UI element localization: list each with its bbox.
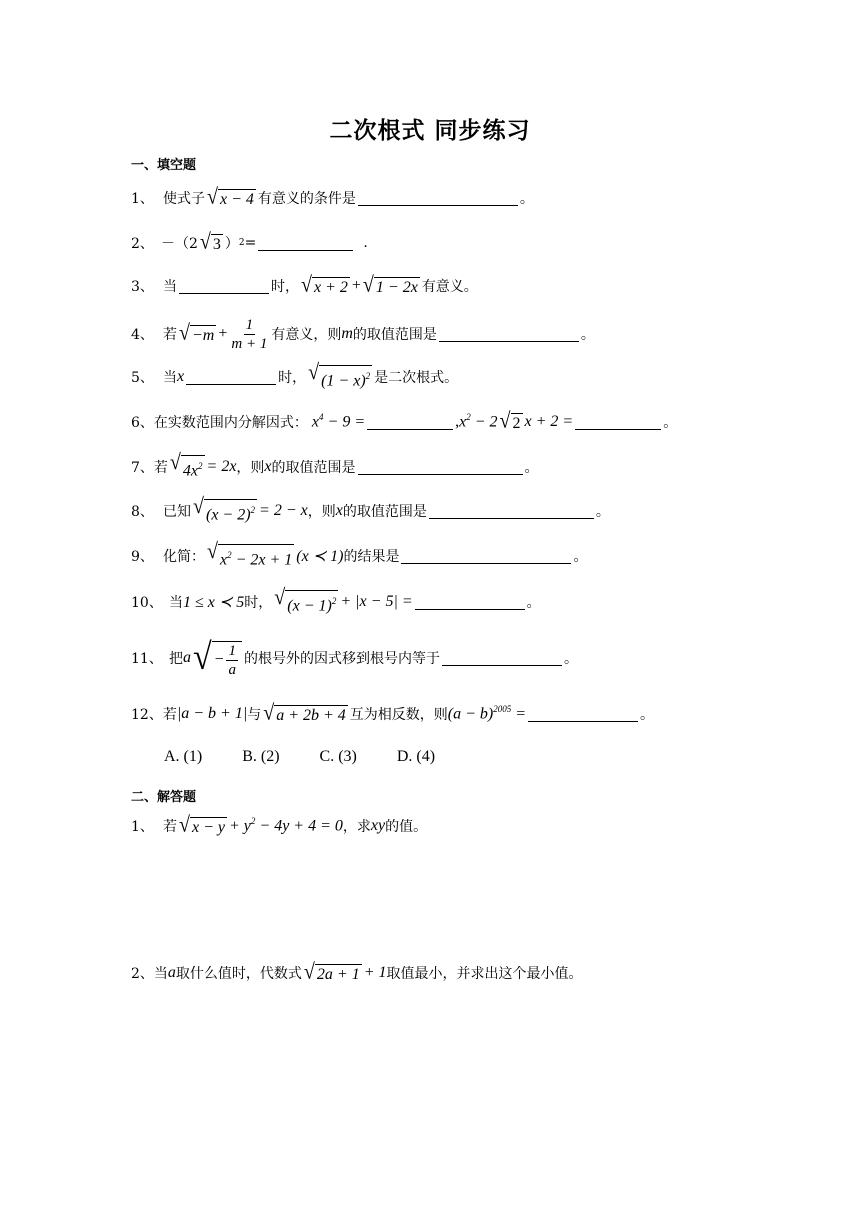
sqrt-expression: √ x + 2 xyxy=(301,272,348,297)
answer-blank[interactable] xyxy=(358,460,523,475)
question-text: 的取值范围是 xyxy=(352,327,437,343)
question-number: 9、 xyxy=(131,549,154,565)
question-text: ，求 xyxy=(342,819,371,835)
sqrt-expression: √ 1 − 2x xyxy=(362,272,418,297)
question-text: 若 xyxy=(163,327,177,343)
problem-1 xyxy=(131,811,427,841)
math-expression: |a − b + 1| xyxy=(176,705,248,722)
question-text: 当 xyxy=(163,370,177,386)
question-number: 1、 xyxy=(131,819,154,835)
question-text: ，则 xyxy=(307,504,336,520)
sqrt-expression: √ x − y xyxy=(179,812,225,837)
question-text: 的根号外的因式移到根号内等于 xyxy=(243,651,440,667)
math-expression: (x ≺ 1) xyxy=(296,548,344,565)
answer-blank[interactable] xyxy=(439,327,579,342)
page-title: 二次根式 同步练习 xyxy=(329,118,531,144)
question-number: 4、 xyxy=(131,327,154,343)
question-text: 的取值范围是 xyxy=(342,504,427,520)
answer-blank[interactable] xyxy=(358,191,518,206)
answer-blank[interactable] xyxy=(401,549,571,564)
answer-blank[interactable] xyxy=(429,504,594,519)
question-number: 7、 xyxy=(131,460,154,476)
variable: x xyxy=(335,502,343,519)
question-9 xyxy=(131,541,587,571)
question-text: 。 xyxy=(595,504,610,520)
question-text: 时， xyxy=(278,370,307,386)
question-text: 当 xyxy=(153,966,168,982)
question-number: 10、 xyxy=(131,595,163,611)
math-expression: $(a - b)^{2005}$ = xyxy=(447,704,527,723)
answer-blank[interactable] xyxy=(186,370,276,385)
question-text: 。 xyxy=(563,651,578,667)
question-text: 。 xyxy=(526,595,541,611)
question-text: 互为相反数，则 xyxy=(349,707,448,723)
sqrt-expression: √ $(1 - x)^2$ xyxy=(308,360,371,390)
question-text: 。 xyxy=(663,415,678,431)
sqrt-expression: √ 2 xyxy=(499,408,521,433)
question-text: 的取值范围是 xyxy=(271,460,356,476)
question-10 xyxy=(131,587,541,617)
math-expression: = 2x xyxy=(206,458,237,475)
math-expression: = 2 − x xyxy=(259,502,308,519)
question-number: 5、 xyxy=(131,370,154,386)
plus-sign: + xyxy=(351,277,361,294)
answer-blank[interactable] xyxy=(442,651,562,666)
sqrt-expression: √ 2a + 1 xyxy=(303,959,360,984)
variable: x xyxy=(264,458,272,475)
sqrt-expression: √ −m xyxy=(179,320,215,345)
question-2 xyxy=(131,228,368,258)
question-text: 取值最小，并求出这个最小值。 xyxy=(386,966,583,982)
question-text: 。 xyxy=(640,707,655,723)
question-text: 当 xyxy=(163,279,177,295)
question-text: 若 xyxy=(163,819,177,835)
plus-sign: + xyxy=(218,325,228,342)
sqrt-expression: √ a + 2b + 4 xyxy=(263,700,346,725)
question-number: 3、 xyxy=(131,279,154,295)
question-text: 。 xyxy=(580,327,595,343)
question-number: 1、 xyxy=(131,191,154,207)
math-expression: 1 ≤ x ≺ 5 xyxy=(183,594,245,611)
variable: a xyxy=(167,964,176,981)
question-text: = xyxy=(244,235,257,251)
question-number: 12、 xyxy=(131,707,163,723)
option-b[interactable]: B. (2) xyxy=(242,748,280,765)
question-text: ） xyxy=(224,236,239,252)
variable: m xyxy=(341,325,353,342)
sqrt-expression: √ $(x - 1)^2$ xyxy=(274,585,337,615)
math-expression: $x^4 - 9$ = xyxy=(311,412,366,431)
question-text: －（2 xyxy=(161,236,198,252)
question-text: 有意义的条件是 xyxy=(257,191,356,207)
math-expression: + 1 xyxy=(363,964,387,981)
question-7 xyxy=(131,452,539,482)
question-text: 把 xyxy=(169,651,183,667)
answer-blank[interactable] xyxy=(258,236,353,251)
question-number: 6、 xyxy=(131,415,154,431)
question-6: 6、 在实数范围内分解因式： $x^4 - 9$ = , $x^2 - 2$ √ 2 x + 2 = 。 xyxy=(131,408,678,433)
fraction: $\frac{1}{m + 1}$ xyxy=(231,316,268,352)
math-expression: x + 2 = xyxy=(524,413,574,430)
question-text: 。 xyxy=(524,460,539,476)
question-text: ，则 xyxy=(236,460,265,476)
question-text: 的值。 xyxy=(385,819,428,835)
question-text: 若 xyxy=(153,460,168,476)
option-a[interactable]: A. (1) xyxy=(164,748,203,765)
option-d[interactable]: D. (4) xyxy=(396,748,436,765)
question-8 xyxy=(131,496,610,526)
question-text: 与 xyxy=(247,707,262,723)
question-text: 是二次根式。 xyxy=(374,370,459,386)
question-4 xyxy=(131,314,595,354)
question-text: 时， xyxy=(244,595,273,611)
question-number: 11、 xyxy=(131,651,163,667)
option-c[interactable]: C. (3) xyxy=(319,748,357,765)
sqrt-expression: √ 3 xyxy=(199,229,221,254)
sqrt-expression: √ $4x^2$ xyxy=(169,450,203,480)
question-5 xyxy=(131,362,458,392)
question-3 xyxy=(131,271,478,301)
question-text: 。 xyxy=(519,191,534,207)
answer-blank[interactable] xyxy=(528,707,638,722)
variable: a xyxy=(183,649,191,666)
question-1 xyxy=(131,183,534,213)
question-number: 8、 xyxy=(131,504,154,520)
question-11 xyxy=(131,636,578,680)
question-text: 有意义，则 xyxy=(271,327,342,343)
question-text: 在实数范围内分解因式： xyxy=(153,415,308,431)
question-text: 化简： xyxy=(163,549,205,565)
variable: x xyxy=(177,368,185,385)
answer-blank[interactable] xyxy=(367,415,453,430)
variable: xy xyxy=(370,817,386,834)
question-12 xyxy=(131,699,654,729)
question-text: 的结果是 xyxy=(343,549,400,565)
sqrt-expression: √ x − 4 xyxy=(207,184,254,209)
question-text: 有意义。 xyxy=(421,279,478,295)
sqrt-expression: √ − $\frac{1}{a}$ xyxy=(193,638,242,679)
answer-blank[interactable] xyxy=(415,595,525,610)
math-expression: + |x − 5| = xyxy=(340,593,413,610)
section-fill-in-blank: 一、填空题 xyxy=(131,158,197,173)
question-text: 使式子 xyxy=(163,191,205,207)
exponent: 2 xyxy=(238,238,245,248)
question-number: 2、 xyxy=(131,236,154,252)
question-text: 若 xyxy=(162,707,177,723)
math-expression: $x^2 - 2$ xyxy=(459,412,498,431)
question-text: 时， xyxy=(271,279,299,295)
question-text: . xyxy=(363,235,368,251)
question-text: 。 xyxy=(573,549,588,565)
sqrt-expression: √ $x^2 - 2x + 1$ xyxy=(207,539,293,569)
section-solve: 二、解答题 xyxy=(131,790,197,805)
answer-blank[interactable] xyxy=(179,279,269,294)
problem-2 xyxy=(131,958,583,988)
answer-options xyxy=(164,742,475,772)
answer-blank[interactable] xyxy=(575,415,661,430)
question-text: 当 xyxy=(169,595,183,611)
math-expression: + $y^2 - 4y + 4 = 0$ xyxy=(228,816,343,835)
sqrt-expression: √ $(x - 2)^2$ xyxy=(193,494,256,524)
question-text: 取什么值时，代数式 xyxy=(175,966,302,982)
question-text: 已知 xyxy=(163,504,191,520)
question-number: 2、 xyxy=(131,966,154,982)
